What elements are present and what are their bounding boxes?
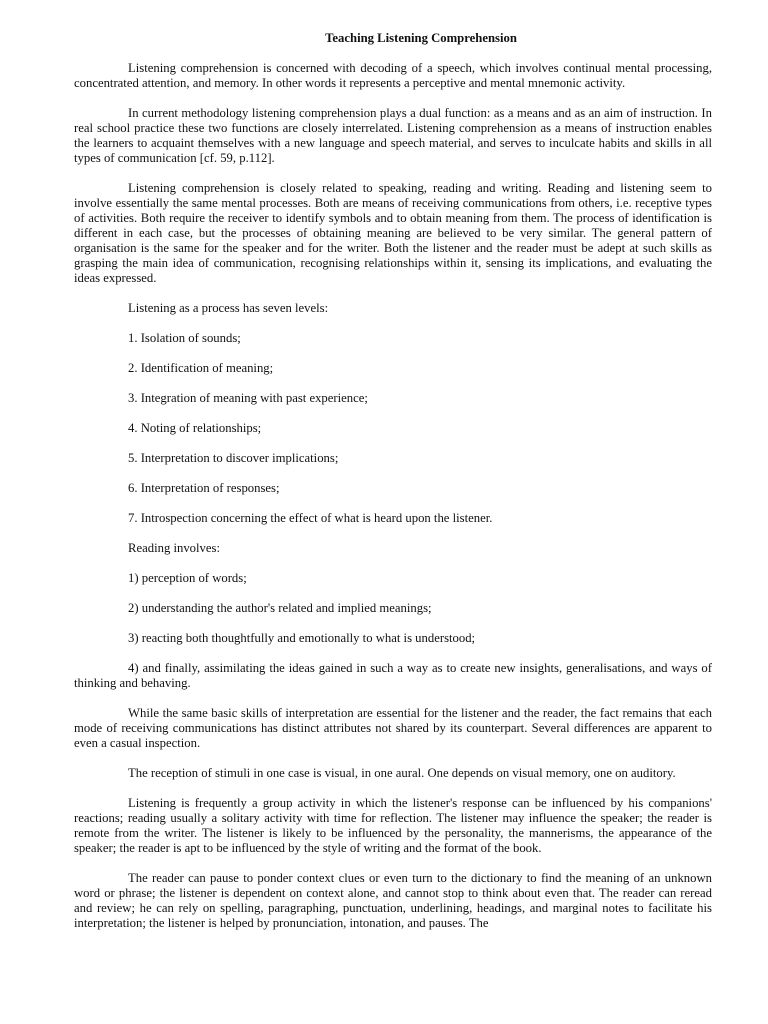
document-page <box>74 31 712 946</box>
paragraph-stimuli: The reception of stimuli in one case is visual, in one aural. One depends on visual memory, one on auditory. <box>128 766 676 780</box>
list-item-reading-1: 1) perception of words; <box>128 571 247 585</box>
paragraph-levels-heading: Listening as a process has seven levels: <box>128 301 329 315</box>
list-item-level-2: 2. Identification of meaning; <box>128 361 274 375</box>
paragraph-related-skills: Listening comprehension is closely related to speaking, reading and writing. Reading and listening seem to involve essentially the same mental processes. Both are means of receiving communications from others, i.e. receptive types of activities. Both require the receiver to identify symbols and to obtain meaning from them. The process of identification is different in each case, but the processes of obtaining meaning are believed to be very similar. The general pattern of organisation is the same for the speaker and for the writer. Both the listener and the reader must be adept at such skills as grasping the main idea of communication, recognising relationships within it, sensing its implications, and evaluating the ideas expressed. <box>74 181 712 285</box>
list-item-reading-4: 4) and finally, assimilating the ideas gained in such a way as to create new insights, generalisations, and ways of thinking and behaving. <box>74 661 712 690</box>
paragraph-reading-heading: Reading involves: <box>128 541 220 555</box>
list-item-level-5: 5. Interpretation to discover implications; <box>128 451 339 465</box>
paragraph-reader-pause: The reader can pause to ponder context clues or even turn to the dictionary to find the meaning of an unknown word or phrase; the listener is dependent on context alone, and cannot stop to think about even that. The reader can reread and review; he can rely on spelling, paragraphing, punctuation, underlining, headings, and marginal notes to facilitate his interpretation; the listener is helped by pronunciation, intonation, and pauses. The <box>74 871 712 930</box>
list-item-reading-3: 3) reacting both thoughtfully and emotionally to what is understood; <box>128 631 476 645</box>
list-item-level-3: 3. Integration of meaning with past experience; <box>128 391 368 405</box>
list-item-reading-2: 2) understanding the author's related and implied meanings; <box>128 601 432 615</box>
list-item-level-7: 7. Introspection concerning the effect of what is heard upon the listener. <box>128 511 493 525</box>
document-title: Teaching Listening Comprehension <box>325 31 517 45</box>
paragraph-differences: While the same basic skills of interpretation are essential for the listener and the reader, the fact remains that each mode of receiving communications has distinct attributes not shared by its counterpart. Several differences are apparent to even a casual inspection. <box>74 706 712 750</box>
paragraph-group-activity: Listening is frequently a group activity in which the listener's response can be influenced by his companions' reactions; reading usually a solitary activity with time for reflection. The listener may influence the speaker; the reader is remote from the writer. The listener is likely to be influenced by the personality, the mannerisms, the appearance of the speaker; the reader is apt to be influenced by the style of writing and the format of the book. <box>74 796 712 855</box>
list-item-level-4: 4. Noting of relationships; <box>128 421 262 435</box>
paragraph-intro: Listening comprehension is concerned with decoding of a speech, which involves continual mental processing, concentrated attention, and memory. In other words it represents a perceptive and mental mnemonic activity. <box>74 61 712 90</box>
list-item-level-6: 6. Interpretation of responses; <box>128 481 280 495</box>
paragraph-dual-function: In current methodology listening comprehension plays a dual function: as a means and as an aim of instruction. In real school practice these two functions are closely interrelated. Listening comprehension as a means of instruction enables the learners to acquaint themselves with a new language and speech material, and serves to inculcate habits and skills in all types of communication [cf. 59, p.112]. <box>74 106 712 165</box>
list-item-level-1: 1. Isolation of sounds; <box>128 331 241 345</box>
